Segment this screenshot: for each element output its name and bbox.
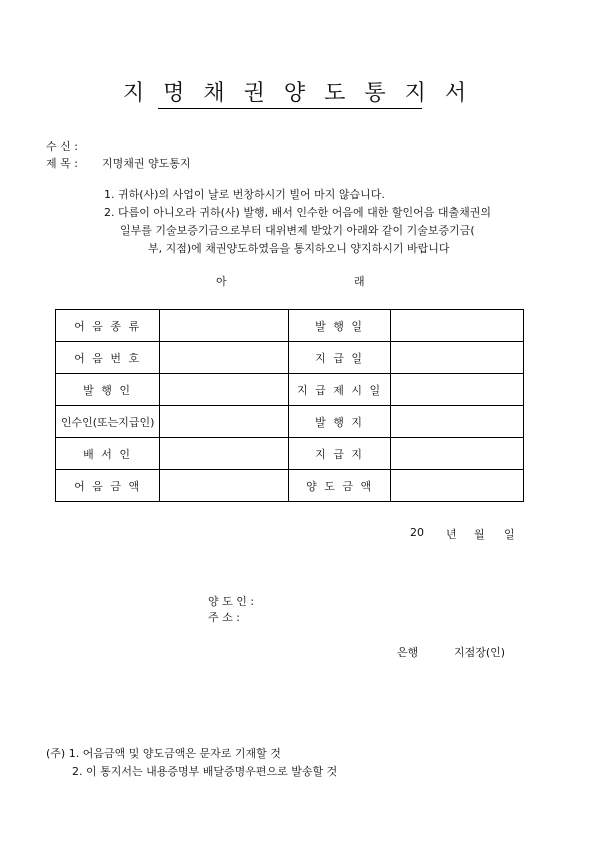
value-transfer-amount[interactable] — [390, 470, 523, 502]
document-title: 지 명 채 권 양 도 통 지 서 — [122, 81, 473, 106]
value-payment-place[interactable] — [390, 438, 523, 470]
address-label: 주 소 : — [208, 611, 240, 624]
recipient-label: 수 신 : — [46, 140, 78, 153]
below-right: 래 — [354, 275, 365, 288]
table-row — [56, 406, 524, 438]
body-line-1: 1. 귀하(사)의 사업이 날로 번창하시기 빌어 마지 않습니다. — [104, 188, 385, 201]
value-bill-amount[interactable] — [160, 470, 289, 502]
label-presentment-date: 지 급 제 시 일 — [289, 374, 390, 406]
date-month: 월 — [474, 528, 485, 541]
value-bill-type[interactable] — [160, 310, 289, 342]
body-line-2b: 일부를 기술보증기금으로부터 대위변제 받았기 아래와 같이 기술보증기금( — [120, 224, 475, 237]
branch-manager-label: 지점장(인) — [454, 646, 506, 659]
label-transfer-amount: 양 도 금 액 — [289, 470, 390, 502]
title-underline — [158, 108, 422, 109]
value-endorser[interactable] — [160, 438, 289, 470]
label-endorser: 배 서 인 — [56, 438, 160, 470]
body-line-2c: 부, 지점)에 채권양도하였음을 통지하오니 양지하시기 바랍니다 — [148, 242, 450, 255]
label-payment-date: 지 급 일 — [289, 342, 390, 374]
table-row — [56, 374, 524, 406]
note-line-2: 2. 이 통지서는 내용증명부 배달증명우편으로 발송할 것 — [72, 765, 338, 778]
label-bill-amount: 어 음 금 액 — [56, 470, 160, 502]
note-line-1: (주) 1. 어음금액 및 양도금액은 문자로 기재할 것 — [46, 747, 281, 760]
value-issue-date[interactable] — [390, 310, 523, 342]
subject-value: 지명채권 양도통지 — [102, 157, 191, 170]
date-prefix: 20 — [410, 526, 424, 539]
label-bill-type: 어 음 종 류 — [56, 310, 160, 342]
table-row — [56, 470, 524, 502]
value-acceptor[interactable] — [160, 406, 289, 438]
body-line-2a: 2. 다름이 아니오라 귀하(사) 발행, 배서 인수한 어음에 대한 할인어음 대출채권의 — [104, 206, 491, 219]
bill-info-table — [55, 309, 524, 502]
below-left: 아 — [216, 275, 227, 288]
label-issue-place: 발 행 지 — [289, 406, 390, 438]
value-issue-place[interactable] — [390, 406, 523, 438]
label-acceptor: 인수인(또는지급인) — [56, 406, 160, 438]
label-issuer: 발 행 인 — [56, 374, 160, 406]
value-issuer[interactable] — [160, 374, 289, 406]
label-issue-date: 발 행 일 — [289, 310, 390, 342]
bank-label: 은행 — [397, 646, 419, 659]
date-day: 일 — [504, 528, 515, 541]
table-row — [56, 310, 524, 342]
subject-label: 제 목 : — [46, 157, 78, 170]
table-row — [56, 342, 524, 374]
label-payment-place: 지 급 지 — [289, 438, 390, 470]
assignor-label: 양 도 인 : — [208, 595, 255, 608]
value-bill-number[interactable] — [160, 342, 289, 374]
label-bill-number: 어 음 번 호 — [56, 342, 160, 374]
value-presentment-date[interactable] — [390, 374, 523, 406]
table-row — [56, 438, 524, 470]
value-payment-date[interactable] — [390, 342, 523, 374]
date-year: 년 — [446, 528, 457, 541]
